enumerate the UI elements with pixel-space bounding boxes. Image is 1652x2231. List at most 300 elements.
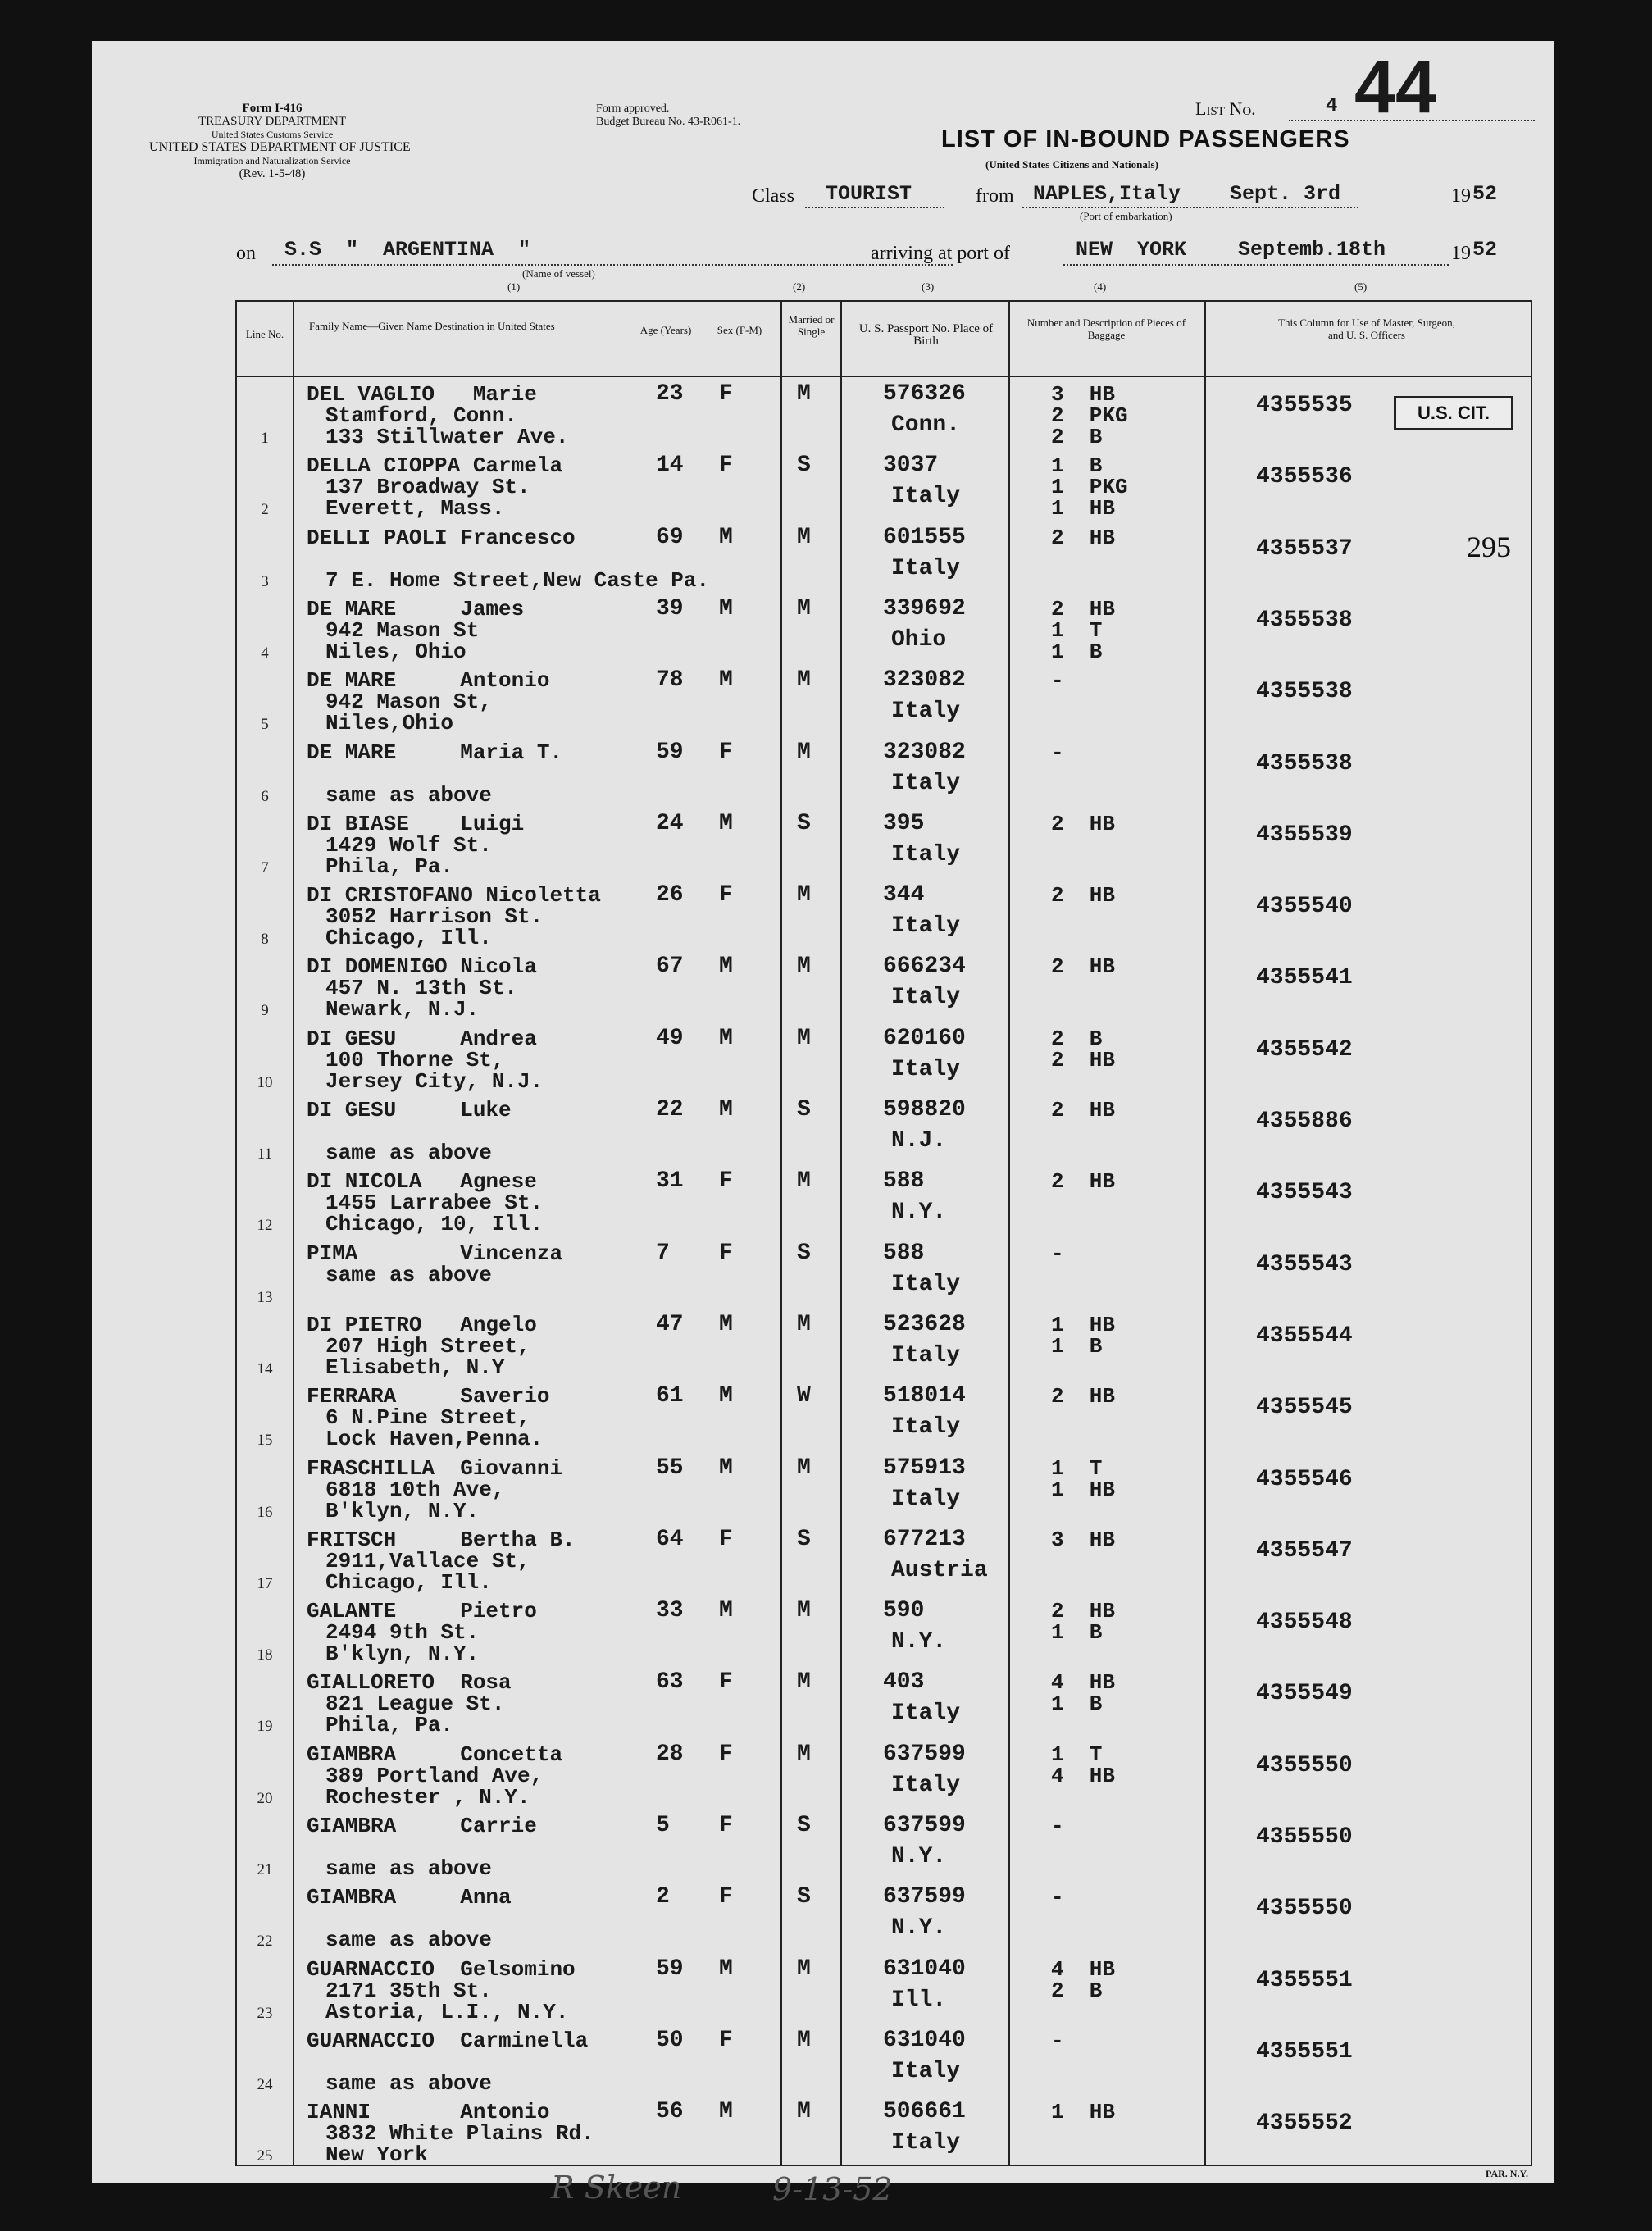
baggage-item: 1 HB xyxy=(1051,496,1116,521)
place-of-birth: N.Y. xyxy=(891,1200,947,1226)
age: 59 xyxy=(656,739,684,765)
address-line-1: Stamford, Conn. xyxy=(325,403,518,428)
passport-number: 506661 xyxy=(883,2099,966,2125)
passenger-name: GIAMBRA Carrie xyxy=(307,1814,537,1838)
column-number-2: (2) xyxy=(793,280,806,293)
officer-number: 4355550 xyxy=(1256,1824,1353,1850)
page-title: LIST OF IN-BOUND PASSENGERS xyxy=(941,126,1350,153)
manifest-page xyxy=(92,41,1554,2207)
sex: M xyxy=(719,524,733,550)
table-row xyxy=(92,807,1554,879)
officer-number: 4355542 xyxy=(1256,1036,1353,1063)
passenger-name: DI BIASE Luigi xyxy=(307,811,525,836)
passport-number: 344 xyxy=(883,882,925,908)
baggage-item: - xyxy=(1051,1885,1064,1910)
place-of-birth: Italy xyxy=(891,1486,961,1512)
sex: F xyxy=(719,739,733,765)
table-row xyxy=(92,1093,1554,1165)
place-of-birth: Italy xyxy=(891,2130,961,2156)
table-row xyxy=(92,521,1554,593)
us-citizen-stamp: U.S. CIT. xyxy=(1394,396,1513,430)
marital-status: M xyxy=(797,524,811,550)
officer-number: 4355886 xyxy=(1256,1109,1353,1134)
class-underline xyxy=(805,207,944,208)
address-line-2: 133 Stillwater Ave. xyxy=(325,425,569,449)
arrival-date: Septemb.18th xyxy=(1238,238,1386,262)
marital-status: M xyxy=(797,1669,811,1696)
place-of-birth: Italy xyxy=(891,1701,961,1727)
passport-number: 588 xyxy=(883,1240,925,1266)
passport-number: 3037 xyxy=(883,453,939,479)
passport-number: 518014 xyxy=(883,1383,966,1409)
sex: F xyxy=(719,882,733,908)
marital-status: S xyxy=(797,1240,811,1266)
place-of-birth: Italy xyxy=(891,1056,961,1082)
sex: F xyxy=(719,2027,733,2053)
age: 31 xyxy=(656,1168,684,1195)
baggage-item: 2 B xyxy=(1051,1978,1103,2003)
place-of-birth: Italy xyxy=(891,1414,961,1441)
table-row xyxy=(92,1308,1554,1380)
passport-number: 637599 xyxy=(883,1813,966,1838)
officer-number: 4355551 xyxy=(1256,1967,1353,1993)
place-of-birth: N.J. xyxy=(891,1128,947,1154)
passenger-name: DI GESU Andrea xyxy=(307,1026,537,1051)
officer-number: 4355535 xyxy=(1256,393,1353,418)
passenger-name: GIAMBRA Anna xyxy=(307,1885,512,1910)
line-number: 22 xyxy=(257,1933,273,1951)
baggage-item: 1 B xyxy=(1051,1691,1103,1717)
baggage-item: 4 HB xyxy=(1051,1670,1116,1696)
address-line-1: 3832 White Plains Rd. xyxy=(325,2121,594,2147)
form-number: Form I-416 xyxy=(242,102,303,115)
baggage-item: 2 HB xyxy=(1051,1047,1116,1072)
passenger-name: PIMA Vincenza xyxy=(307,1241,563,1266)
from-underline xyxy=(1022,207,1358,208)
address-line-1: 3052 Harrison St. xyxy=(325,904,544,930)
passport-number: 395 xyxy=(883,810,925,836)
passport-number: 677213 xyxy=(883,1526,966,1552)
address-line-2: Chicago, 10, Ill. xyxy=(325,1212,544,1237)
marital-status: M xyxy=(797,739,811,765)
passport-number: 576326 xyxy=(883,381,966,407)
address-line-2: same as above xyxy=(325,1141,492,1165)
baggage-item: 2 HB xyxy=(1051,1599,1116,1624)
header-married: Married or Single xyxy=(788,313,835,338)
officer-number: 4355545 xyxy=(1256,1395,1353,1421)
line-number: 9 xyxy=(261,1002,269,1020)
place-of-birth: Italy xyxy=(891,770,961,796)
table-row xyxy=(92,592,1554,664)
baggage-item: 1 T xyxy=(1051,617,1103,643)
line-number: 13 xyxy=(257,1288,273,1306)
marital-status: M xyxy=(797,1168,811,1195)
marital-status: M xyxy=(797,1455,811,1481)
header-line-no: Line No. xyxy=(245,328,284,340)
passenger-name: DI DOMENIGO Nicola xyxy=(307,954,537,980)
passport-number: 666234 xyxy=(883,954,966,980)
marital-status: M xyxy=(797,954,811,980)
line-number: 18 xyxy=(257,1646,273,1664)
place-of-birth: Italy xyxy=(891,484,961,510)
baggage-item: 2 HB xyxy=(1051,1098,1116,1122)
address-line-1: 2911,Vallace St, xyxy=(325,1548,530,1573)
sex: F xyxy=(719,1669,733,1696)
sex: M xyxy=(719,1455,733,1481)
marital-status: S xyxy=(797,1884,811,1910)
age: 23 xyxy=(656,381,684,407)
list-no-typed: 4 xyxy=(1326,95,1338,117)
officer-number: 4355540 xyxy=(1256,894,1353,920)
line-number: 1 xyxy=(261,430,269,447)
table-row xyxy=(92,1236,1554,1309)
age: 5 xyxy=(656,1813,670,1838)
baggage-item: 2 B xyxy=(1051,425,1103,449)
column-number-1: (1) xyxy=(507,280,521,293)
address-line-1: 207 High Street, xyxy=(325,1333,530,1359)
officer-number: 4355538 xyxy=(1256,679,1353,705)
passenger-name: FRITSCH Bertha B. xyxy=(307,1527,576,1552)
age: 56 xyxy=(656,2099,684,2125)
age: 2 xyxy=(656,1884,670,1910)
line-number: 15 xyxy=(257,1432,273,1450)
place-of-birth: Italy xyxy=(891,1342,961,1368)
passenger-name: DE MARE Antonio xyxy=(307,668,550,694)
address-line-1: 2494 9th St. xyxy=(325,1620,480,1646)
passenger-name: DI CRISTOFANO Nicoletta xyxy=(307,883,601,908)
age: 14 xyxy=(656,453,684,479)
line-number: 21 xyxy=(257,1861,273,1878)
address-line-2: Niles, Ohio xyxy=(325,639,466,664)
list-no-label: List No. xyxy=(1195,98,1256,119)
passenger-name: GIAMBRA Concetta xyxy=(307,1742,563,1767)
line-number: 3 xyxy=(261,572,269,590)
passport-number: 339692 xyxy=(883,595,966,621)
address-line-2: same as above xyxy=(325,2070,492,2096)
table-row xyxy=(92,1952,1554,2024)
line-number: 4 xyxy=(261,644,269,662)
age: 33 xyxy=(656,1598,684,1624)
revision-date: (Rev. 1-5-48) xyxy=(239,167,306,180)
baggage-item: 2 PKG xyxy=(1051,403,1128,428)
line-number: 25 xyxy=(257,2147,273,2165)
place-of-birth: Italy xyxy=(891,699,961,725)
line-number: 20 xyxy=(257,1789,273,1807)
header-baggage: Number and Description of Pieces of Baggage xyxy=(1026,316,1186,341)
address-line-1: 1455 Larrabee St. xyxy=(325,1191,544,1216)
line-number: 24 xyxy=(257,2075,273,2093)
passport-number: 631040 xyxy=(883,2027,966,2053)
address-line-1: 2171 35th St. xyxy=(325,1978,492,2003)
justice-department: UNITED STATES DEPARTMENT OF JUSTICE xyxy=(149,140,411,154)
age: 47 xyxy=(656,1311,684,1337)
line-number: 2 xyxy=(261,501,269,519)
table-row xyxy=(92,1809,1554,1881)
header-name: Family Name—Given Name Destination in United States xyxy=(309,320,555,332)
printer-mark: PAR. N.Y. xyxy=(1486,2168,1529,2179)
age: 59 xyxy=(656,1956,684,1982)
officer-number: 4355550 xyxy=(1256,1896,1353,1922)
sex: M xyxy=(719,1956,733,1982)
address-line-2: B'klyn, N.Y. xyxy=(325,1498,480,1523)
passenger-name: DELLI PAOLI Francesco xyxy=(307,525,576,550)
baggage-item: 3 HB xyxy=(1051,382,1116,407)
address-line-2: Everett, Mass. xyxy=(325,496,505,521)
form-approved-block xyxy=(596,102,740,129)
baggage-item: 1 HB xyxy=(1051,1477,1116,1502)
address-line-1: 389 Portland Ave, xyxy=(325,1763,544,1788)
place-of-birth: Ill. xyxy=(891,1987,947,2013)
budget-bureau: Budget Bureau No. 43-R061-1. xyxy=(596,116,741,128)
address-line-2: Lock Haven,Penna. xyxy=(325,1427,544,1452)
port-embarkation-caption: (Port of embarkation) xyxy=(1080,210,1172,222)
passport-number: 637599 xyxy=(883,1884,966,1910)
baggage-item: - xyxy=(1051,740,1064,765)
header-officers: This Column for Use of Master, Surgeon, and U. S. Officers xyxy=(1278,316,1455,341)
year-suffix-1: 52 xyxy=(1472,182,1498,206)
address-line-2: Phila, Pa. xyxy=(325,1713,454,1738)
marital-status: M xyxy=(797,1598,811,1624)
baggage-item: 1 PKG xyxy=(1051,475,1128,500)
table-row xyxy=(92,448,1554,521)
sex: M xyxy=(719,595,733,621)
passport-number: 620160 xyxy=(883,1025,966,1051)
address-line-2: Jersey City, N.J. xyxy=(325,1068,544,1094)
address-line-2: Chicago, Ill. xyxy=(325,926,492,951)
table-row xyxy=(92,1451,1554,1523)
officer-number: 4355544 xyxy=(1256,1323,1353,1349)
baggage-item: 2 B xyxy=(1051,1026,1103,1051)
page-subtitle: (United States Citizens and Nationals) xyxy=(985,158,1158,171)
year-prefix-2: 19 xyxy=(1451,243,1471,264)
age: 67 xyxy=(656,954,684,980)
age: 22 xyxy=(656,1097,684,1122)
vessel-name: S.S " ARGENTINA " xyxy=(284,238,531,262)
table-row xyxy=(92,1880,1554,1952)
table-row xyxy=(92,377,1554,449)
baggage-item: 4 HB xyxy=(1051,1763,1116,1788)
table-row xyxy=(92,1379,1554,1451)
address-line-1: 457 N. 13th St. xyxy=(325,976,518,1001)
sex: M xyxy=(719,810,733,836)
baggage-item: 2 HB xyxy=(1051,1169,1116,1195)
vessel-underline xyxy=(272,264,953,266)
address-line-2: Astoria, L.I., N.Y. xyxy=(325,1999,569,2024)
baggage-item: 1 B xyxy=(1051,639,1103,664)
baggage-item: 1 HB xyxy=(1051,2100,1116,2125)
table-row xyxy=(92,949,1554,1022)
age: 49 xyxy=(656,1025,684,1051)
marital-status: M xyxy=(797,595,811,621)
officer-number: 4355550 xyxy=(1256,1752,1353,1778)
place-of-birth: Italy xyxy=(891,1772,961,1798)
marital-status: M xyxy=(797,882,811,908)
marital-status: M xyxy=(797,1311,811,1337)
place-of-birth: Conn. xyxy=(891,412,961,438)
column-number-4: (4) xyxy=(1094,280,1107,293)
age: 50 xyxy=(656,2027,684,2053)
table-row xyxy=(92,1164,1554,1236)
address-line-2: Phila, Pa. xyxy=(325,854,454,879)
officer-number: 4355536 xyxy=(1256,464,1353,490)
baggage-item: - xyxy=(1051,668,1064,694)
address-line-2: same as above xyxy=(325,1928,492,1953)
officer-number: 4355552 xyxy=(1256,2110,1353,2137)
officer-number: 4355543 xyxy=(1256,1251,1353,1277)
officer-number: 4355547 xyxy=(1256,1537,1353,1564)
form-approved: Form approved. xyxy=(596,102,670,115)
sex: F xyxy=(719,453,733,479)
baggage-item: 4 HB xyxy=(1051,1956,1116,1982)
marital-status: M xyxy=(797,2099,811,2125)
sex: M xyxy=(719,667,733,694)
sex: M xyxy=(719,1097,733,1122)
baggage-item: 1 B xyxy=(1051,1333,1103,1359)
line-number: 14 xyxy=(257,1359,273,1377)
table-top-border xyxy=(235,300,1531,302)
address-line-2: Niles,Ohio xyxy=(325,711,454,736)
baggage-item: - xyxy=(1051,2028,1064,2053)
passenger-name: DI NICOLA Agnese xyxy=(307,1169,537,1195)
class-label: Class xyxy=(752,185,795,207)
place-of-birth: Italy xyxy=(891,985,961,1011)
marital-status: S xyxy=(797,1813,811,1838)
signature: R Skeen xyxy=(551,2170,682,2206)
baggage-item: 2 HB xyxy=(1051,525,1116,550)
address-line-2: Newark, N.J. xyxy=(325,997,480,1022)
sex: M xyxy=(719,1383,733,1409)
marital-status: M xyxy=(797,667,811,694)
address-line-2: Chicago, Ill. xyxy=(325,1569,492,1595)
address-line-1: 6818 10th Ave, xyxy=(325,1477,505,1502)
age: 64 xyxy=(656,1526,684,1552)
age: 39 xyxy=(656,595,684,621)
line-number: 6 xyxy=(261,787,269,805)
sex: F xyxy=(719,381,733,407)
officer-number: 4355538 xyxy=(1256,607,1353,633)
age: 69 xyxy=(656,524,684,550)
passenger-name: DI PIETRO Angelo xyxy=(307,1312,537,1337)
marital-status: M xyxy=(797,1956,811,1982)
baggage-item: - xyxy=(1051,1814,1064,1838)
address-line-1: 942 Mason St, xyxy=(325,690,492,715)
passenger-name: FRASCHILLA Giovanni xyxy=(307,1455,563,1481)
address-line-1: 942 Mason St xyxy=(325,617,480,643)
class-value: TOURIST xyxy=(826,182,912,206)
passenger-name: DELLA CIOPPA Carmela xyxy=(307,453,563,479)
table-row xyxy=(92,2024,1554,2096)
sex: F xyxy=(719,1526,733,1552)
passenger-name: FERRARA Saverio xyxy=(307,1384,550,1409)
passenger-name: DE MARE James xyxy=(307,596,525,621)
officer-number: 4355548 xyxy=(1256,1610,1353,1636)
baggage-item: 2 HB xyxy=(1051,596,1116,621)
line-number: 5 xyxy=(261,716,269,734)
sex: M xyxy=(719,1311,733,1337)
passport-number: 323082 xyxy=(883,739,966,765)
table-row xyxy=(92,1022,1554,1094)
sex: M xyxy=(719,2099,733,2125)
baggage-item: 3 HB xyxy=(1051,1527,1116,1552)
place-of-birth: N.Y. xyxy=(891,1844,947,1869)
column-number-5: (5) xyxy=(1354,280,1368,293)
baggage-item: 2 HB xyxy=(1051,1384,1116,1409)
officer-number: 4355551 xyxy=(1256,2038,1353,2065)
marital-status: S xyxy=(797,810,811,836)
address-line-2: same as above xyxy=(325,1856,492,1881)
table-row xyxy=(92,1665,1554,1737)
passport-number: 323082 xyxy=(883,667,966,694)
sex: M xyxy=(719,1025,733,1051)
ins-service: Immigration and Naturalization Service xyxy=(193,155,351,166)
passport-number: 590 xyxy=(883,1598,925,1624)
header-sex: Sex (F-M) xyxy=(717,324,762,336)
sex: M xyxy=(719,1598,733,1624)
year-suffix-2: 52 xyxy=(1472,238,1498,262)
place-of-birth: Italy xyxy=(891,1271,961,1297)
table-row xyxy=(92,1594,1554,1666)
sex: F xyxy=(719,1813,733,1838)
table-row xyxy=(92,663,1554,735)
age: 28 xyxy=(656,1741,684,1767)
address-line-1: 100 Thorne St, xyxy=(325,1047,505,1072)
address-line-2: Rochester , N.Y. xyxy=(325,1784,530,1810)
line-number: 16 xyxy=(257,1503,273,1521)
baggage-item: 1 B xyxy=(1051,1620,1103,1646)
line-number: 23 xyxy=(257,2004,273,2022)
address-line-1: 1429 Wolf St. xyxy=(325,832,492,858)
passport-number: 598820 xyxy=(883,1097,966,1122)
place-of-birth: Italy xyxy=(891,913,961,940)
passport-number: 575913 xyxy=(883,1455,966,1481)
officer-number: 4355541 xyxy=(1256,965,1353,991)
vessel-caption: (Name of vessel) xyxy=(522,267,595,280)
line-number: 19 xyxy=(257,1718,273,1736)
table-row xyxy=(92,1737,1554,1810)
address-line-1: 137 Broadway St. xyxy=(325,475,530,500)
age: 24 xyxy=(656,810,684,836)
marital-status: W xyxy=(797,1383,811,1409)
sex: F xyxy=(719,1884,733,1910)
address-line-2: B'klyn, N.Y. xyxy=(325,1641,480,1667)
header-passport: U. S. Passport No. Place of Birth xyxy=(858,322,994,348)
baggage-item: 1 HB xyxy=(1051,1312,1116,1337)
baggage-item: 1 T xyxy=(1051,1742,1103,1767)
signature-date: 9-13-52 xyxy=(772,2171,893,2207)
marital-status: M xyxy=(797,381,811,407)
line-number: 12 xyxy=(257,1217,273,1235)
age: 26 xyxy=(656,882,684,908)
officer-number: 4355537 xyxy=(1256,535,1353,562)
place-of-birth: Italy xyxy=(891,841,961,867)
place-of-birth: Italy xyxy=(891,555,961,581)
officer-number: 4355546 xyxy=(1256,1466,1353,1492)
on-label: on xyxy=(236,243,256,264)
marital-status: S xyxy=(797,453,811,479)
passenger-name: DEL VAGLIO Marie xyxy=(307,382,537,407)
address-line-2: Elisabeth, N.Y xyxy=(325,1355,505,1380)
place-of-birth: Austria xyxy=(891,1557,988,1583)
line-number: 11 xyxy=(257,1145,273,1163)
place-of-birth: N.Y. xyxy=(891,1915,947,1942)
departure-date: Sept. 3rd xyxy=(1230,182,1341,206)
sex: F xyxy=(719,1240,733,1266)
marital-status: M xyxy=(797,2027,811,2053)
table-row xyxy=(92,735,1554,808)
address-line-2: same as above xyxy=(325,782,492,808)
passenger-name: GIALLORETO Rosa xyxy=(307,1670,512,1696)
officer-number: 4355538 xyxy=(1256,750,1353,776)
